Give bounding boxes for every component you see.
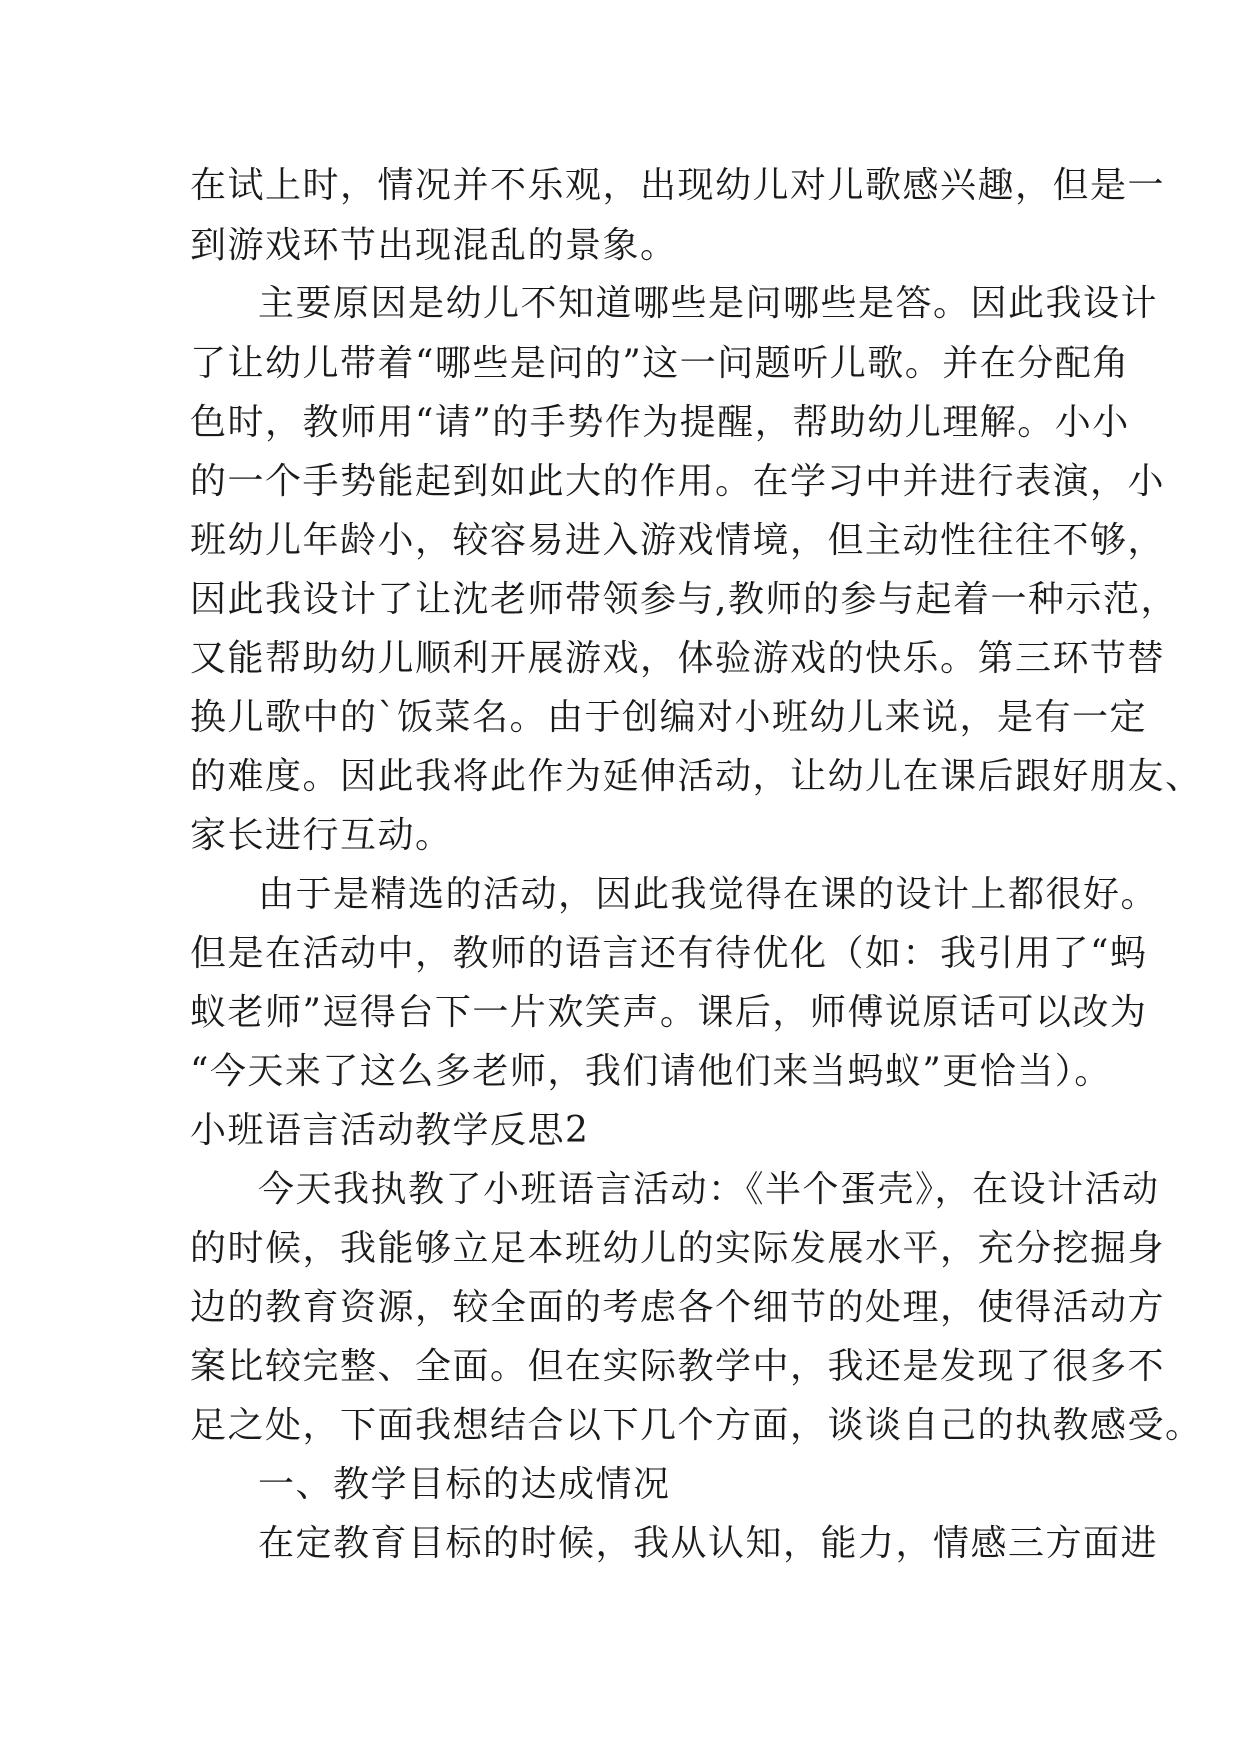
text-line: 蚁老师”逗得台下一片欢笑声。课后，师傅说原话可以改为 <box>190 992 1148 1033</box>
text-line: 到游戏环节出现混乱的景象。 <box>190 225 678 266</box>
text-line: 了让幼儿带着“哪些是问的”这一问题听儿歌。并在分配角 <box>190 343 1130 384</box>
text-line: 的难度。因此我将此作为延伸活动，让幼儿在课后跟好朋友、 <box>190 756 1203 797</box>
text-line: 在试上时，情况并不乐观，出现幼儿对儿歌感兴趣，但是一 <box>190 165 1166 206</box>
paragraph-first-line: 由于是精选的活动，因此我觉得在课的设计上都很好。 <box>258 874 1159 915</box>
text-line: 的时候，我能够立足本班幼儿的实际发展水平，充分挖掘身 <box>190 1228 1166 1269</box>
text-line: “今天来了这么多老师，我们请他们来当蚂蚁”更恰当）。 <box>190 1051 1112 1092</box>
text-line: 的一个手势能起到如此大的作用。在学习中并进行表演，小 <box>190 461 1166 502</box>
text-line: 色时，教师用“请”的手势作为提醒，帮助幼儿理解。小小 <box>190 402 1130 443</box>
text-line: 足之处，下面我想结合以下几个方面，谈谈自己的执教感受。 <box>190 1405 1203 1446</box>
text-line: 案比较完整、全面。但在实际教学中，我还是发现了很多不 <box>190 1346 1166 1387</box>
section-heading: 小班语言活动教学反思2 <box>190 1110 590 1151</box>
text-line: 因此我设计了让沈老师带领参与,教师的参与起着一种示范， <box>190 579 1178 620</box>
text-line: 又能帮助幼儿顺利开展游戏，体验游戏的快乐。第三环节替 <box>190 638 1166 679</box>
text-line: 班幼儿年龄小，较容易进入游戏情境，但主动性往往不够， <box>190 520 1166 561</box>
text-line: 边的教育资源，较全面的考虑各个细节的处理，使得活动方 <box>190 1287 1166 1328</box>
paragraph-first-line: 今天我执教了小班语言活动：《半个蛋壳》，在设计活动 <box>258 1169 1160 1210</box>
subheading: 一、教学目标的达成情况 <box>258 1464 671 1505</box>
text-line: 但是在活动中，教师的语言还有待优化（如：我引用了“蚂 <box>190 933 1148 974</box>
paragraph-first-line: 在定教育目标的时候，我从认知，能力，情感三方面进 <box>258 1523 1159 1564</box>
paragraph-first-line: 主要原因是幼儿不知道哪些是问哪些是答。因此我设计 <box>258 283 1159 324</box>
text-line: 换儿歌中的`饭菜名。由于创编对小班幼儿来说，是有一定 <box>190 697 1148 738</box>
text-line: 家长进行互动。 <box>190 815 453 856</box>
